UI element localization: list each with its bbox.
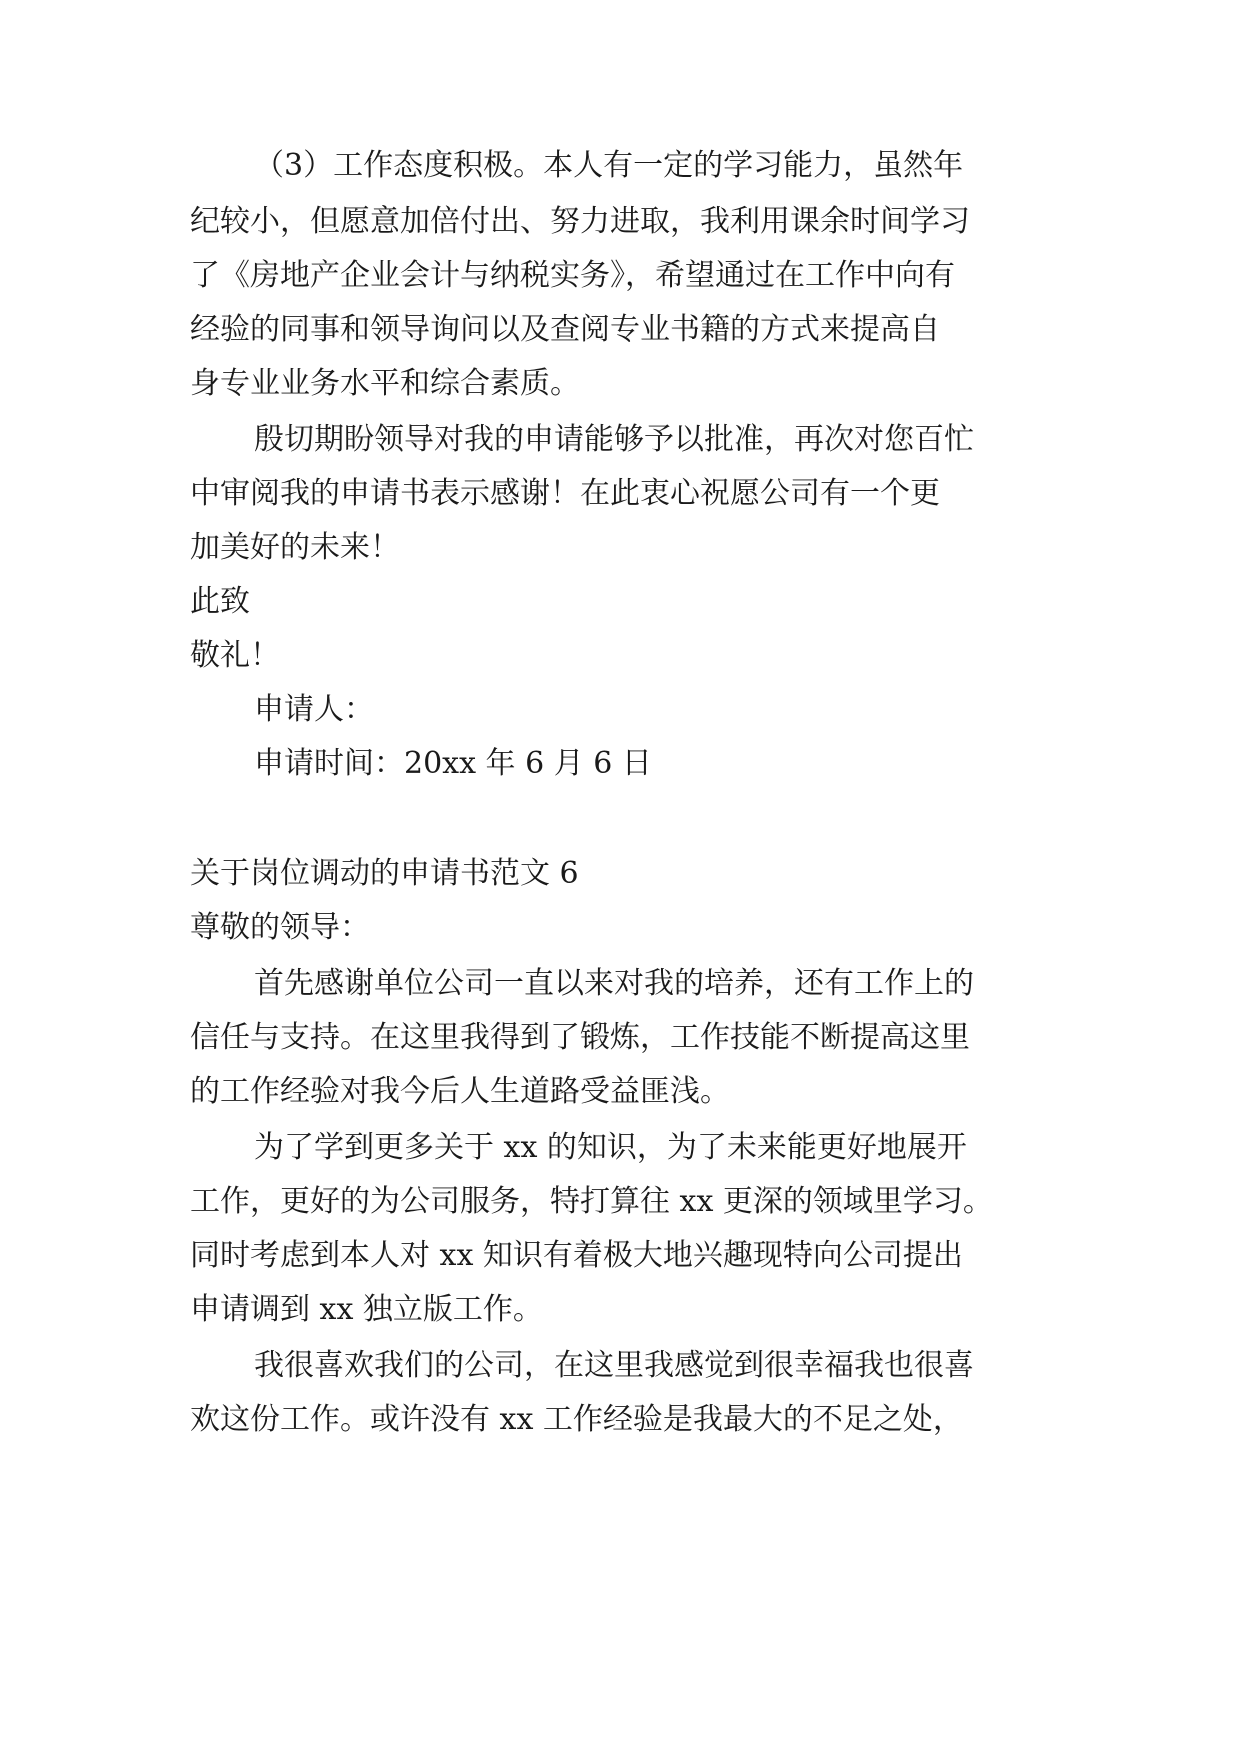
paragraph-line: 为了学到更多关于 xx 的知识，为了未来能更好地展开	[254, 1130, 967, 1165]
greeting: 尊敬的领导：	[190, 910, 370, 945]
paragraph-line: 信任与支持。在这里我得到了锻炼，工作技能不断提高这里	[190, 1020, 970, 1055]
paragraph-line: 加美好的未来！	[190, 530, 400, 565]
paragraph-line: 申请调到 xx 独立版工作。	[190, 1292, 543, 1327]
paragraph-line: 经验的同事和领导询问以及查阅专业书籍的方式来提高自	[190, 312, 940, 347]
paragraph-line: 殷切期盼领导对我的申请能够予以批准，再次对您百忙	[254, 422, 974, 457]
paragraph-line: 同时考虑到本人对 xx 知识有着极大地兴趣现特向公司提出	[190, 1238, 963, 1273]
paragraph-line: （3）工作态度积极。本人有一定的学习能力，虽然年	[254, 148, 964, 183]
paragraph-line: 纪较小，但愿意加倍付出、努力进取，我利用课余时间学习	[190, 204, 970, 239]
application-date: 申请时间：20xx 年 6 月 6 日	[254, 746, 652, 781]
paragraph-line: 首先感谢单位公司一直以来对我的培养，还有工作上的	[254, 966, 974, 1001]
paragraph-line: 我很喜欢我们的公司，在这里我感觉到很幸福我也很喜	[254, 1348, 974, 1383]
salutation-line: 敬礼！	[190, 638, 280, 673]
paragraph-line: 工作，更好的为公司服务，特打算往 xx 更深的领域里学习。	[190, 1184, 993, 1219]
salutation-line: 此致	[190, 584, 250, 619]
applicant-label: 申请人：	[254, 692, 374, 727]
section-title: 关于岗位调动的申请书范文 6	[190, 856, 579, 891]
paragraph-line: 中审阅我的申请书表示感谢！在此衷心祝愿公司有一个更	[190, 476, 940, 511]
paragraph-line: 了《房地产企业会计与纳税实务》，希望通过在工作中向有	[190, 258, 955, 293]
paragraph-line: 的工作经验对我今后人生道路受益匪浅。	[190, 1074, 730, 1109]
paragraph-line: 欢这份工作。或许没有 xx 工作经验是我最大的不足之处，	[190, 1402, 963, 1437]
paragraph-line: 身专业业务水平和综合素质。	[190, 366, 580, 401]
